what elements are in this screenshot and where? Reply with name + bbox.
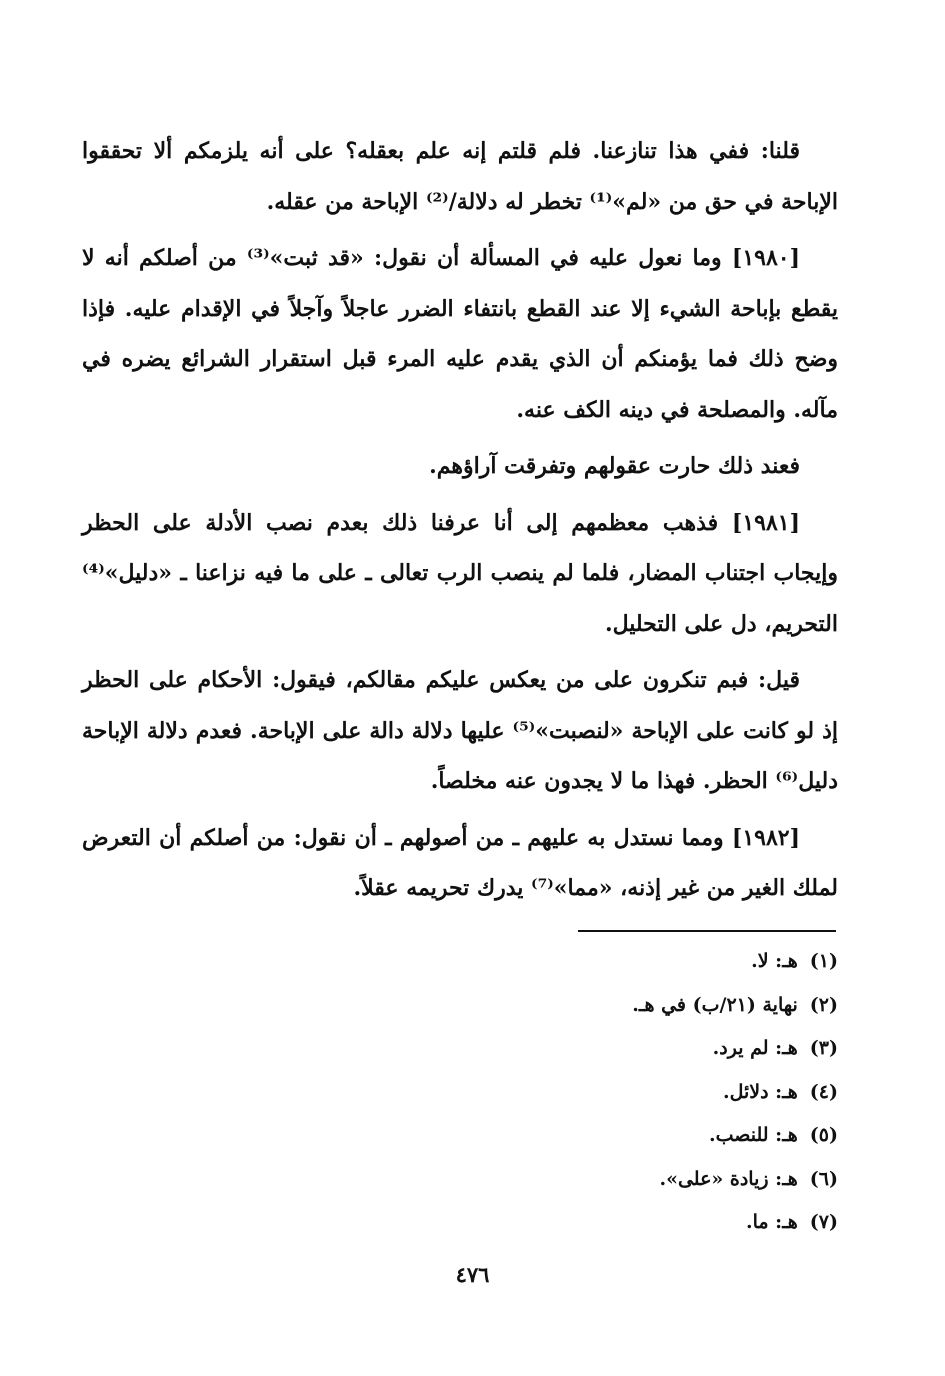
paragraph-4: [١٩٨١] فذهب معظمهم إلى أنا عرفنا ذلك بعدم نصب الأدلة على الحظر وإيجاب اجتناب المضار، فلما لم ينصب الرب تعالى ـ على ما فيه نزاعنا ـ «دليل»⁽⁴⁾ التحريم، دل على التحليل.	[82, 509, 838, 637]
main-text	[82, 126, 838, 920]
footnote-text: هـ: دلائل.	[722, 1080, 798, 1103]
footnote-item	[320, 1114, 838, 1158]
footnote-number: (٣)	[809, 1037, 838, 1059]
footnote-number: (٧)	[809, 1211, 838, 1233]
paragraph-6: [١٩٨٢] ومما نستدل به عليهم ـ من أصولهم ـ أن نقول: من أصلكم أن التعرض لملك الغير من غير إذنه، «مما»⁽⁷⁾ يدرك تحريمه عقلاً.	[82, 824, 838, 901]
paragraph-1: قلنا: ففي هذا تنازعنا. فلم قلتم إنه علم بعقله؟ على أنه يلزمكم ألا تحققوا الإباحة في حق من «لم»⁽¹⁾ تخطر له دلالة/⁽²⁾ الإباحة من عقله.	[82, 138, 838, 215]
footnotes-list	[320, 940, 838, 1245]
footnote-text: هـ: لا.	[751, 950, 798, 972]
paragraph-5: قيل: فبم تنكرون على من يعكس عليكم مقالكم، فيقول: الأحكام على الحظر إذ لو كانت على الإباحة «لنصبت»⁽⁵⁾ عليها دلالة دالة على الإباحة. فعدم دلالة الإباحة دليل⁽⁶⁾ الحظر. فهذا ما لا يجدون عنه مخلصاً.	[82, 667, 838, 794]
footnote-number: (٢)	[809, 993, 838, 1016]
paragraph-2: [١٩٨٠] وما نعول عليه في المسألة أن نقول: «قد ثبت»⁽³⁾ من أصلكم أنه لا يقطع بإباحة الشيء إلا عند القطع بانتفاء الضرر عاجلاً وآجلاً في الإقدام عليه. فإذا وضح ذلك فما يؤمنكم أن الذي يقدم عليه المرء قبل استقرار الشرائع يضره في مآله. والمصلحة في دينه الكف عنه.	[82, 245, 838, 423]
footnote-text: نهاية (٢١/ب) في هـ.	[632, 993, 798, 1016]
footnote-text: هـ: ما.	[745, 1211, 798, 1233]
footnote-item	[320, 1158, 838, 1202]
footnote-item	[320, 1027, 838, 1071]
footnote-item	[320, 1201, 838, 1245]
footnote-item	[320, 984, 838, 1028]
footnote-number: (١)	[809, 950, 838, 972]
footnote-item	[320, 1071, 838, 1115]
footnote-text: هـ: زيادة «على».	[659, 1167, 798, 1190]
footnote-text: هـ: لم يرد.	[712, 1037, 798, 1059]
footnote-text: هـ: للنصب.	[709, 1124, 798, 1146]
footnote-divider	[578, 930, 836, 932]
footnote-number: (٦)	[809, 1167, 838, 1190]
footnote-number: (٥)	[809, 1124, 838, 1146]
paragraph-3: فعند ذلك حارت عقولهم وتفرقت آراؤهم.	[429, 453, 800, 479]
footnote-item	[320, 940, 838, 984]
footnote-number: (٤)	[809, 1080, 838, 1103]
page-number: ٤٧٦	[455, 1262, 490, 1287]
